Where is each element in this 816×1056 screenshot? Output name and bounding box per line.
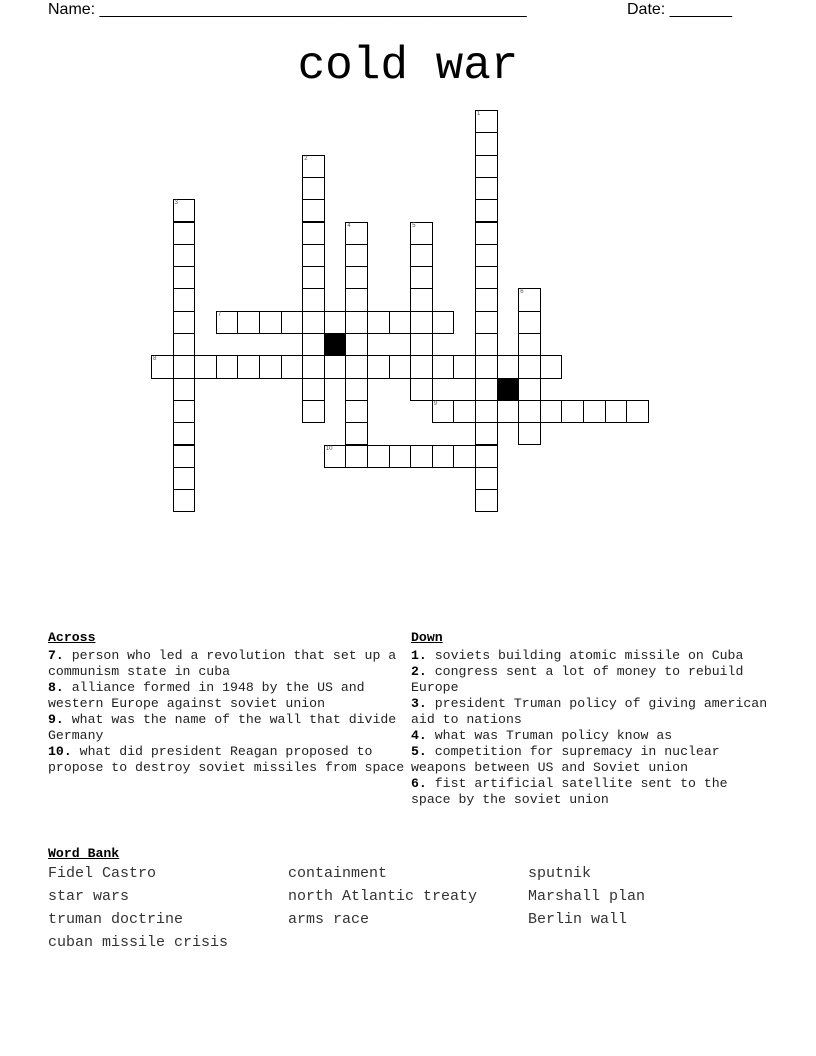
black-cell — [324, 333, 347, 356]
grid-cell[interactable] — [324, 311, 347, 334]
grid-cell[interactable] — [475, 155, 498, 178]
clue-down-5: 5. competition for supremacy in nuclear weapons between US and Soviet union — [411, 744, 720, 775]
word-bank-item: star wars — [48, 888, 130, 905]
grid-cell[interactable] — [173, 355, 196, 378]
grid-cell[interactable] — [475, 288, 498, 311]
clue-text: president Truman policy of giving american aid to nations — [411, 696, 768, 727]
clue-text: what was the name of the wall that divide Germany — [48, 712, 397, 743]
clue-number: 8 — [48, 680, 56, 695]
grid-cell[interactable] — [475, 266, 498, 289]
clue-number: 4 — [411, 728, 419, 743]
clue-number: 10 — [48, 744, 64, 759]
grid-cell[interactable] — [367, 311, 390, 334]
clue-number: 3 — [411, 696, 419, 711]
grid-cell[interactable] — [194, 355, 217, 378]
grid-cell[interactable] — [410, 445, 433, 468]
clue-down-3: 3. president Truman policy of giving american aid to nations — [411, 696, 768, 727]
grid-cell[interactable] — [475, 222, 498, 245]
cell-number: 2 — [304, 155, 308, 162]
grid-cell[interactable] — [475, 199, 498, 222]
grid-cell[interactable] — [281, 311, 304, 334]
cell-number: 6 — [520, 289, 524, 296]
clue-text: what was Truman policy know as — [434, 728, 673, 743]
grid-cell[interactable] — [518, 333, 541, 356]
grid-cell[interactable] — [345, 400, 368, 423]
word-bank-item: cuban missile crisis — [48, 934, 229, 951]
cell-number: 4 — [347, 222, 351, 229]
clue-text: soviets building atomic missile on Cuba — [434, 648, 744, 663]
grid-cell[interactable] — [518, 400, 541, 423]
name-field[interactable]: Name: ________________________________________________ — [48, 1, 527, 18]
grid-cell[interactable] — [302, 222, 325, 245]
grid-cell[interactable] — [410, 378, 433, 401]
grid-cell[interactable] — [173, 489, 196, 512]
date-field[interactable]: Date: _______ — [627, 1, 732, 18]
grid-cell[interactable] — [475, 489, 498, 512]
grid-cell[interactable] — [302, 311, 325, 334]
grid-cell[interactable] — [216, 355, 239, 378]
grid-cell[interactable] — [302, 155, 325, 178]
grid-cell[interactable] — [173, 222, 196, 245]
grid-cell[interactable] — [173, 199, 196, 222]
grid-cell[interactable] — [302, 333, 325, 356]
grid-cell[interactable] — [345, 333, 368, 356]
grid-cell[interactable] — [324, 445, 347, 468]
word-bank-item: north Atlantic treaty — [288, 888, 478, 905]
grid-cell[interactable] — [345, 378, 368, 401]
clue-down-2: 2. congress sent a lot of money to rebuild Europe — [411, 664, 744, 695]
grid-cell[interactable] — [151, 355, 174, 378]
word-bank — [48, 846, 768, 952]
grid-cell[interactable] — [345, 355, 368, 378]
grid-cell[interactable] — [302, 378, 325, 401]
grid-cell[interactable] — [173, 467, 196, 490]
grid-cell[interactable] — [173, 266, 196, 289]
grid-cell[interactable] — [173, 288, 196, 311]
clue-number: 2 — [411, 664, 419, 679]
grid-cell[interactable] — [497, 400, 520, 423]
grid-cell[interactable] — [497, 355, 520, 378]
clue-across-7: 7. person who led a revolution that set up a communism state in cuba — [48, 648, 397, 679]
grid-cell[interactable] — [302, 288, 325, 311]
grid-cell[interactable] — [389, 311, 412, 334]
grid-cell[interactable] — [453, 445, 476, 468]
clue-text: fist artificial satellite sent to the space by the soviet union — [411, 776, 728, 807]
word-bank-item: truman doctrine — [48, 911, 184, 928]
grid-cell[interactable] — [475, 177, 498, 200]
grid-cell[interactable] — [389, 445, 412, 468]
grid-cell[interactable] — [583, 400, 606, 423]
grid-cell[interactable] — [475, 333, 498, 356]
grid-cell[interactable] — [475, 445, 498, 468]
grid-cell[interactable] — [410, 222, 433, 245]
cell-number: 1 — [477, 111, 481, 117]
grid-cell[interactable] — [410, 311, 433, 334]
grid-cell[interactable] — [605, 400, 628, 423]
grid-cell[interactable] — [173, 378, 196, 401]
clue-across-8: 8. alliance formed in 1948 by the US and western Europe against soviet union — [48, 680, 365, 711]
grid-cell[interactable] — [475, 400, 498, 423]
clue-text: congress sent a lot of money to rebuild Europe — [411, 664, 744, 695]
grid-cell[interactable] — [518, 355, 541, 378]
grid-cell[interactable] — [281, 355, 304, 378]
clue-number: 1 — [411, 648, 419, 663]
clue-number: 5 — [411, 744, 419, 759]
grid-cell[interactable] — [173, 333, 196, 356]
grid-cell[interactable] — [302, 244, 325, 267]
word-bank-item: Berlin wall — [528, 911, 628, 928]
grid-cell[interactable] — [389, 355, 412, 378]
grid-cell[interactable] — [432, 355, 455, 378]
word-bank-item: sputnik — [528, 865, 592, 882]
grid-cell[interactable] — [432, 400, 455, 423]
grid-cell[interactable] — [345, 222, 368, 245]
grid-cell[interactable] — [345, 422, 368, 445]
grid-cell[interactable] — [453, 355, 476, 378]
grid-cell[interactable] — [410, 355, 433, 378]
word-bank-item: Fidel Castro — [48, 865, 157, 882]
grid-cell[interactable] — [302, 199, 325, 222]
grid-cell[interactable] — [475, 355, 498, 378]
cell-number: 8 — [153, 356, 157, 363]
grid-cell[interactable] — [475, 422, 498, 445]
grid-cell[interactable] — [540, 400, 563, 423]
clue-down-1: 1. soviets building atomic missile on Cuba — [411, 648, 744, 663]
grid-cell[interactable] — [345, 244, 368, 267]
grid-cell[interactable] — [345, 445, 368, 468]
grid-cell[interactable] — [237, 311, 260, 334]
clue-across-9: 9. what was the name of the wall that divide Germany — [48, 712, 397, 743]
grid-cell[interactable] — [475, 132, 498, 155]
grid-cell[interactable] — [432, 445, 455, 468]
grid-cell[interactable] — [302, 400, 325, 423]
grid-cell[interactable] — [410, 244, 433, 267]
grid-cell[interactable] — [367, 355, 390, 378]
grid-cell[interactable] — [518, 288, 541, 311]
grid-cell[interactable] — [410, 266, 433, 289]
grid-cell[interactable] — [302, 355, 325, 378]
grid-cell[interactable] — [475, 244, 498, 267]
grid-cell[interactable] — [475, 311, 498, 334]
grid-cell[interactable] — [324, 355, 347, 378]
clue-number: 7 — [48, 648, 56, 663]
grid-cell[interactable] — [410, 288, 433, 311]
clue-across-10: 10. what did president Reagan proposed to propose to destroy soviet missiles from space — [48, 744, 405, 775]
grid-cell[interactable] — [302, 177, 325, 200]
word-bank-item: Marshall plan — [528, 888, 646, 905]
clue-text: alliance formed in 1948 by the US and western Europe against soviet union — [48, 680, 365, 711]
grid-cell[interactable] — [367, 445, 390, 468]
clue-text: what did president Reagan proposed to propose to destroy soviet missiles from space — [48, 744, 405, 775]
across-clues — [48, 630, 408, 776]
grid-cell[interactable] — [518, 311, 541, 334]
clue-number: 9 — [48, 712, 56, 727]
down-heading: Down — [411, 630, 443, 645]
cell-number: 10 — [325, 445, 333, 452]
grid-cell[interactable] — [173, 422, 196, 445]
grid-cell[interactable] — [345, 311, 368, 334]
cell-number: 5 — [412, 222, 416, 229]
grid-cell[interactable] — [173, 400, 196, 423]
word-bank-heading: Word Bank — [48, 846, 120, 861]
grid-cell[interactable] — [410, 333, 433, 356]
cell-number: 9 — [433, 400, 438, 407]
grid-cell[interactable] — [540, 355, 563, 378]
grid-cell[interactable] — [216, 311, 239, 334]
grid-cell[interactable] — [345, 288, 368, 311]
cell-number: 3 — [174, 200, 178, 207]
grid-cell[interactable] — [345, 266, 368, 289]
grid-cell[interactable] — [173, 244, 196, 267]
black-cell — [497, 378, 520, 401]
grid-cell[interactable] — [518, 378, 541, 401]
grid-cell[interactable] — [259, 355, 282, 378]
across-heading: Across — [48, 630, 96, 645]
grid-cell[interactable] — [432, 311, 455, 334]
clue-number: 6 — [411, 776, 419, 791]
grid-cell[interactable] — [302, 266, 325, 289]
page-title: cold war — [297, 40, 519, 92]
grid-cell[interactable] — [626, 400, 649, 423]
grid-cell[interactable] — [475, 378, 498, 401]
clue-text: person who led a revolution that set up a communism state in cuba — [48, 648, 397, 679]
clue-down-6: 6. fist artificial satellite sent to the space by the soviet union — [411, 776, 728, 807]
word-bank-item: containment — [288, 865, 388, 882]
clue-text: competition for supremacy in nuclear weapons between US and Soviet union — [411, 744, 720, 775]
grid-cell[interactable] — [173, 445, 196, 468]
grid-cell[interactable] — [475, 467, 498, 490]
down-clues — [411, 630, 771, 808]
grid-cell[interactable] — [453, 400, 476, 423]
word-bank-item: arms race — [288, 911, 370, 928]
clue-down-4: 4. what was Truman policy know as — [411, 728, 673, 743]
grid-cell[interactable] — [475, 110, 498, 133]
grid-cell[interactable] — [259, 311, 282, 334]
grid-cell[interactable] — [237, 355, 260, 378]
grid-cell[interactable] — [518, 422, 541, 445]
grid-cell[interactable] — [173, 311, 196, 334]
cell-number: 7 — [217, 311, 222, 318]
grid-cell[interactable] — [561, 400, 584, 423]
